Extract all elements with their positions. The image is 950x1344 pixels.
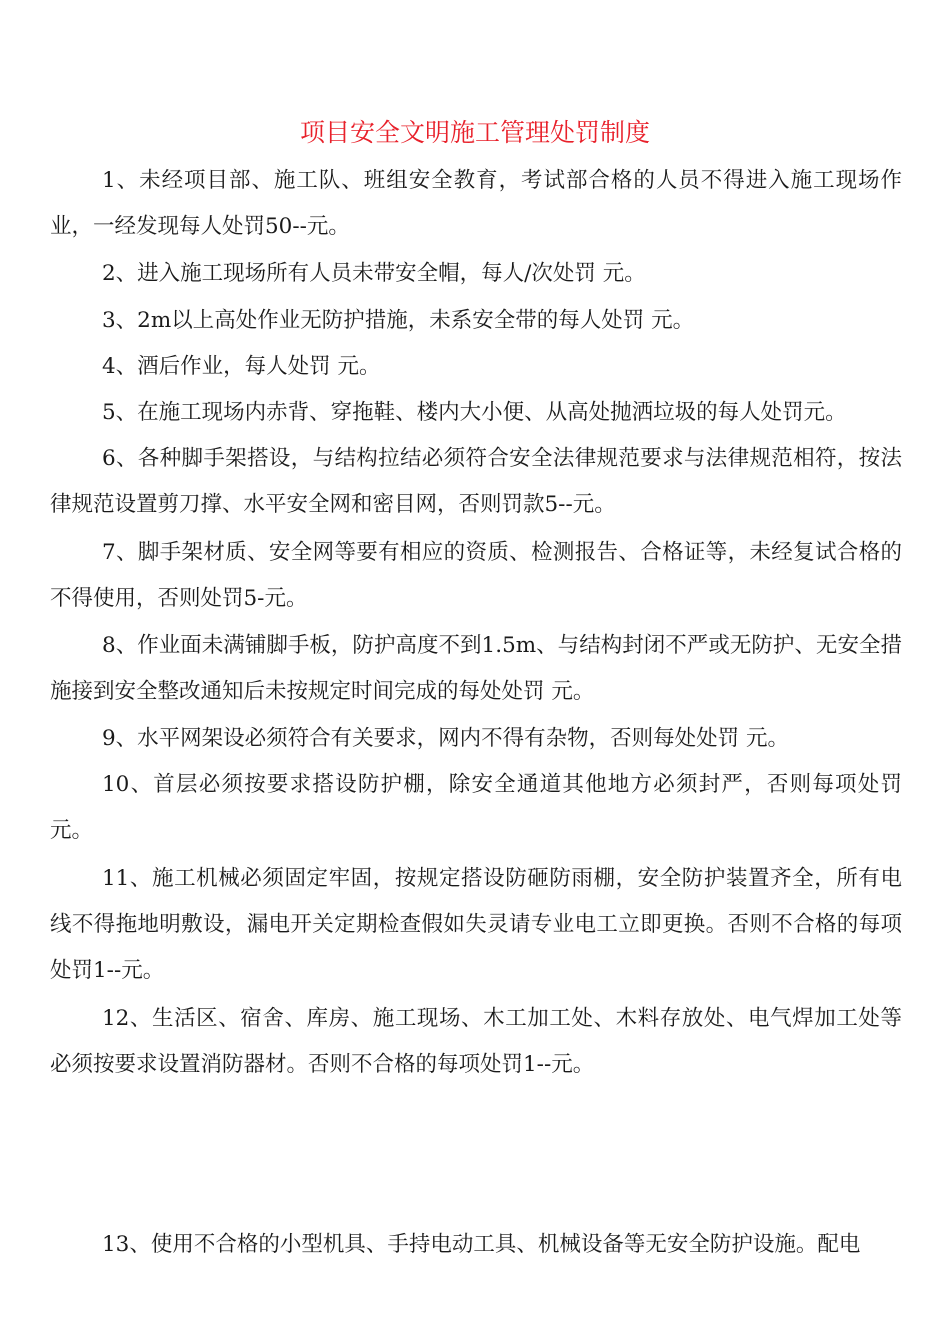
- clause-4: 4、酒后作业，每人处罚 元。: [102, 354, 381, 379]
- clause-3: 3、2m以上高处作业无防护措施，未系安全带的每人处罚 元。: [102, 308, 695, 333]
- clause-12: 12、生活区、宿舍、库房、施工现场、木工加工处、木料存放处、电气焊加工处等必须按要求设置消防器材。否则不合格的每项处罚1--元。: [50, 1006, 902, 1077]
- clause-9: 9、水平网架设必须符合有关要求，网内不得有杂物，否则每处处罚 元。: [102, 726, 790, 751]
- clause-7: 7、脚手架材质、安全网等要有相应的资质、检测报告、合格证等，未经复试合格的不得使用，否则处罚5-元。: [50, 540, 902, 611]
- clause-2: 2、进入施工现场所有人员未带安全帽，每人/次处罚 元。: [102, 261, 646, 286]
- clause-5: 5、在施工现场内赤背、穿拖鞋、楼内大小便、从高处抛洒垃圾的每人处罚元。: [102, 400, 847, 425]
- document-title: 项目安全文明施工管理处罚制度: [299, 118, 650, 147]
- clause-11: 11、施工机械必须固定牢固，按规定搭设防砸防雨棚，安全防护装置齐全，所有电线不得拖地明敷设，漏电开关定期检查假如失灵请专业电工立即更换。否则不合格的每项处罚1--元。: [50, 866, 902, 983]
- clause-10: 10、首层必须按要求搭设防护棚，除安全通道其他地方必须封严，否则每项处罚元。: [50, 772, 902, 843]
- clause-6: 6、各种脚手架搭设，与结构拉结必须符合安全法律规范要求与法律规范相符，按法律规范设置剪刀撑、水平安全网和密目网，否则罚款5--元。: [50, 446, 902, 517]
- clause-1: 1、未经项目部、施工队、班组安全教育，考试部合格的人员不得进入施工现场作业，一经发现每人处罚50--元。: [50, 168, 902, 239]
- clause-13: 13、使用不合格的小型机具、手持电动工具、机械设备等无安全防护设施。配电: [102, 1232, 861, 1257]
- clause-8: 8、作业面未满铺脚手板，防护高度不到1.5m、与结构封闭不严或无防护、无安全措施接到安全整改通知后未按规定时间完成的每处处罚 元。: [50, 633, 902, 704]
